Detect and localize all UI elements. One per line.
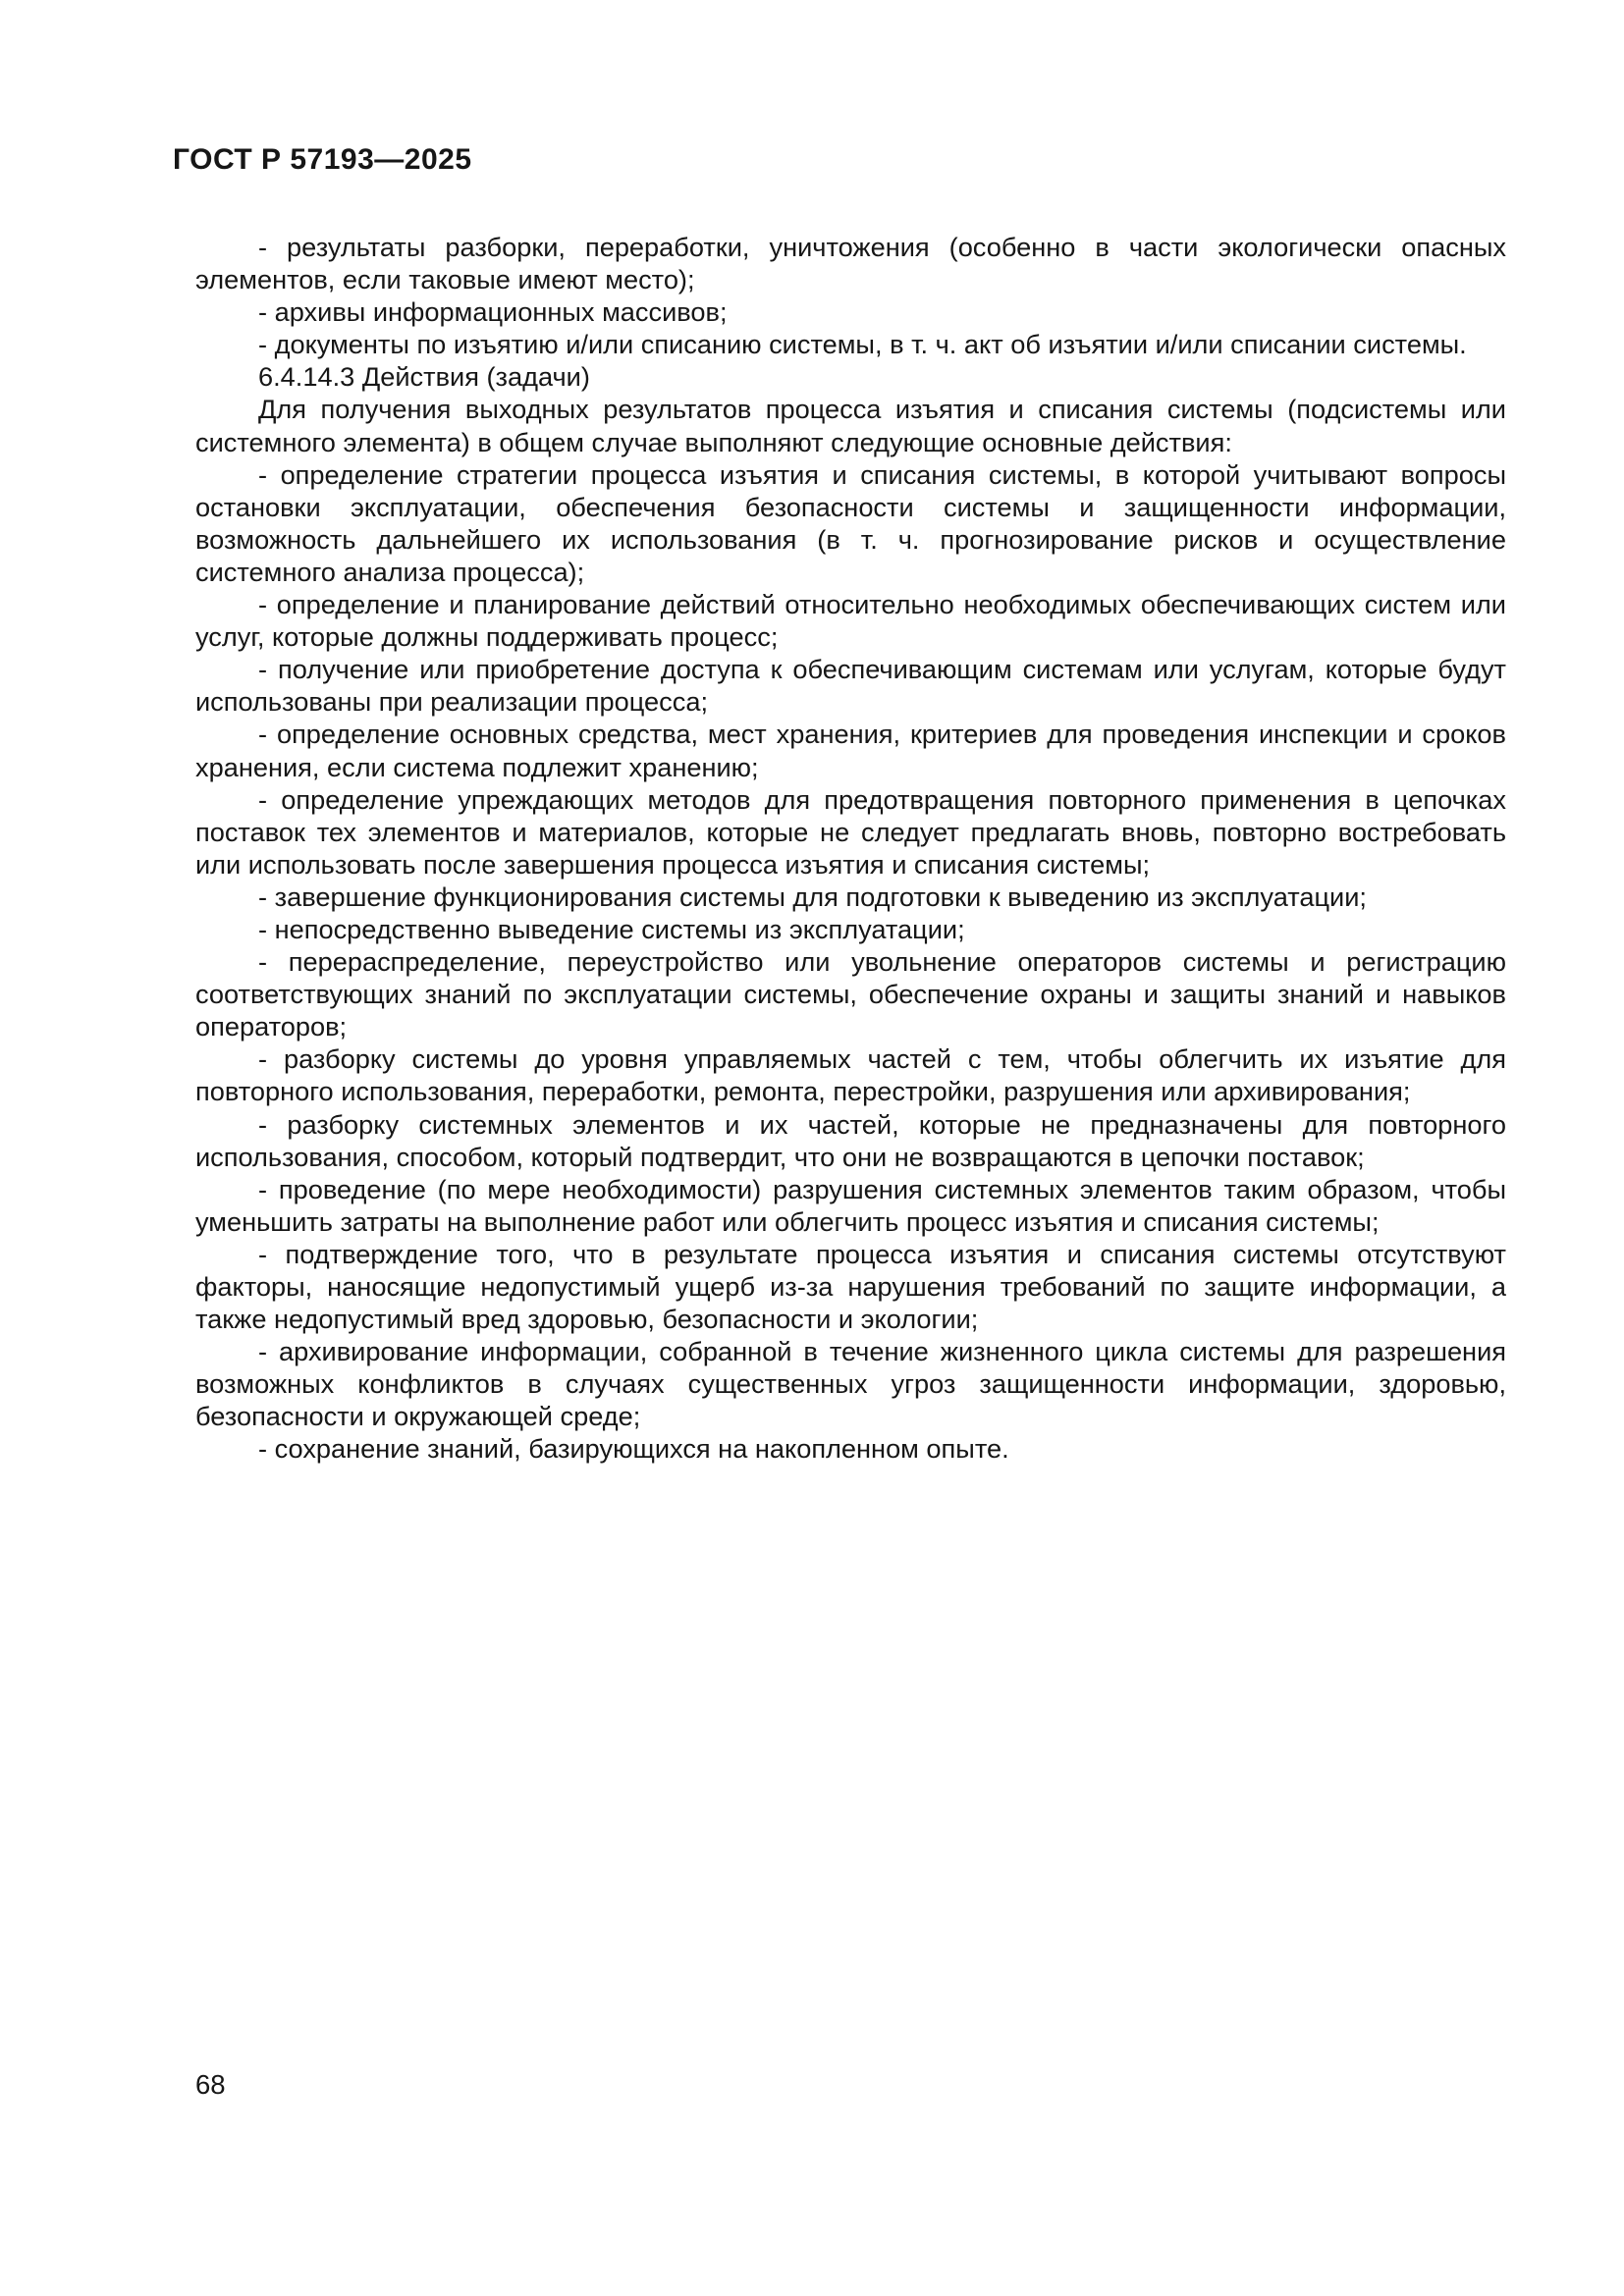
text-paragraph: - архивирование информации, собранной в течение жизненного цикла системы для разрешения возможных конфликтов в случаях существенных угроз защищенности информации, здоровью, безопасности и окружающей среде;	[195, 1336, 1506, 1432]
text-paragraph: - определение стратегии процесса изъятия и списания системы, в которой учитывают вопросы остановки эксплуатации, обеспечения безопасности системы и защищенности информации, возможность дальнейшего их использования (в т. ч. прогнозирование рисков и осуществление системного анализа процесса);	[195, 458, 1506, 587]
text-paragraph: - разборку системы до уровня управляемых частей с тем, чтобы облегчить их изъятие для повторного использования, переработки, ремонта, перестройки, разрушения или архивирования;	[195, 1043, 1506, 1107]
text-paragraph: - определение основных средства, мест хранения, критериев для проведения инспекции и сроков хранения, если система подлежит хранению;	[195, 719, 1506, 782]
text-paragraph: Для получения выходных результатов процесса изъятия и списания системы (подсистемы или системного элемента) в общем случае выполняют следующие основные действия:	[195, 394, 1506, 457]
text-paragraph: - определение упреждающих методов для предотвращения повторного применения в цепочках поставок тех элементов и материалов, которые не следует предлагать вновь, повторно востребовать или использовать после завершения процесса изъятия и списания системы;	[195, 783, 1506, 880]
text-paragraph: - сохранение знаний, базирующихся на накопленном опыте.	[258, 1433, 1009, 1465]
document-header-standard-number: ГОСТ Р 57193—2025	[173, 143, 472, 176]
text-paragraph: - завершение функционирования системы для подготовки к выведению из эксплуатации;	[258, 881, 1367, 912]
text-paragraph: - разборку системных элементов и их частей, которые не предназначены для повторного использования, способом, который подтвердит, что они не возвращаются в цепочки поставок;	[195, 1108, 1506, 1172]
text-paragraph: - непосредственно выведение системы из эксплуатации;	[258, 913, 965, 944]
text-paragraph: - результаты разборки, переработки, уничтожения (особенно в части экологически опасных элементов, если таковые имеют место);	[195, 232, 1506, 295]
text-paragraph: - перераспределение, переустройство или увольнение операторов системы и регистрацию соответствующих знаний по эксплуатации системы, обеспечение охраны и защиты знаний и навыков операторов;	[195, 946, 1506, 1042]
text-paragraph: - подтверждение того, что в результате процесса изъятия и списания системы отсутствуют факторы, наносящие недопустимый ущерб из-за нарушения требований по защите информации, а также недопустимый вред здоровью, безопасности и экологии;	[195, 1238, 1506, 1335]
text-paragraph: - получение или приобретение доступа к обеспечивающим системам или услугам, которые будут использованы при реализации процесса;	[195, 654, 1506, 718]
page-number: 68	[195, 2069, 226, 2100]
text-paragraph: - документы по изъятию и/или списанию системы, в т. ч. акт об изъятии и/или списании системы.	[258, 329, 1467, 360]
body-text	[195, 231, 1506, 1466]
text-paragraph: - архивы информационных массивов;	[258, 296, 728, 328]
text-paragraph: - проведение (по мере необходимости) разрушения системных элементов таким образом, чтобы уменьшить затраты на выполнение работ или облегчить процесс изъятия и списания системы;	[195, 1173, 1506, 1237]
text-paragraph: - определение и планирование действий относительно необходимых обеспечивающих систем или услуг, которые должны поддерживать процесс;	[195, 589, 1506, 653]
section-heading: 6.4.14.3 Действия (задачи)	[258, 361, 590, 393]
